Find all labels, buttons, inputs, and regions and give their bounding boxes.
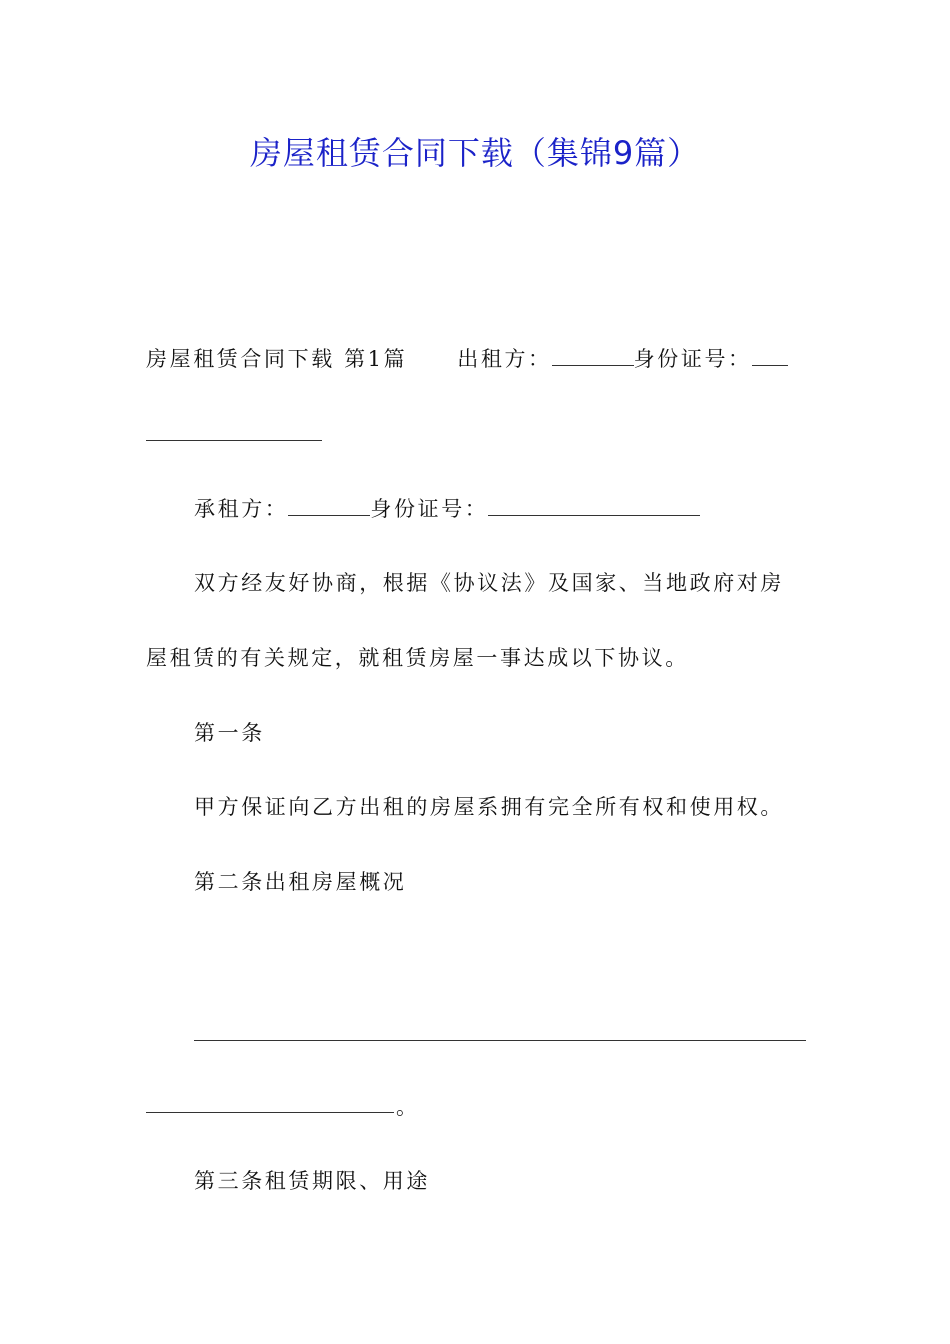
article-1-title: 第一条 (194, 721, 265, 745)
lessee-line (194, 494, 700, 524)
lessor-id-blank-continued (146, 440, 322, 441)
lessee-id-blank (488, 497, 700, 516)
article-2-blank-line-2 (146, 1112, 394, 1113)
lessee-id-label: 身份证号： (370, 497, 489, 521)
article-2-end-mark: 。 (396, 1095, 420, 1119)
article-2-blank-line-1 (194, 1040, 806, 1041)
lessee-blank (288, 497, 370, 516)
intro-paragraph-line-1: 双方经友好协商，根据《协议法》及国家、当地政府对房 (194, 571, 784, 595)
intro-paragraph-line-2: 屋租赁的有关规定，就租赁房屋一事达成以下协议。 (146, 646, 689, 670)
lessor-id-blank-start (752, 347, 788, 366)
article-3-title: 第三条租赁期限、用途 (194, 1169, 430, 1193)
article-2-title: 第二条出租房屋概况 (194, 870, 407, 894)
lessee-label: 承租方： (194, 497, 289, 521)
document-title: 房屋租赁合同下载（集锦9篇） (249, 134, 701, 172)
article-1-text: 甲方保证向乙方出租的房屋系拥有完全所有权和使用权。 (194, 795, 784, 819)
lessor-line (146, 344, 788, 374)
lessor-id-label: 身份证号： (633, 347, 752, 371)
lessor-label: 出租方： (457, 347, 552, 371)
section-heading: 房屋租赁合同下载 第1篇 (146, 347, 408, 371)
lessor-blank (552, 347, 634, 366)
